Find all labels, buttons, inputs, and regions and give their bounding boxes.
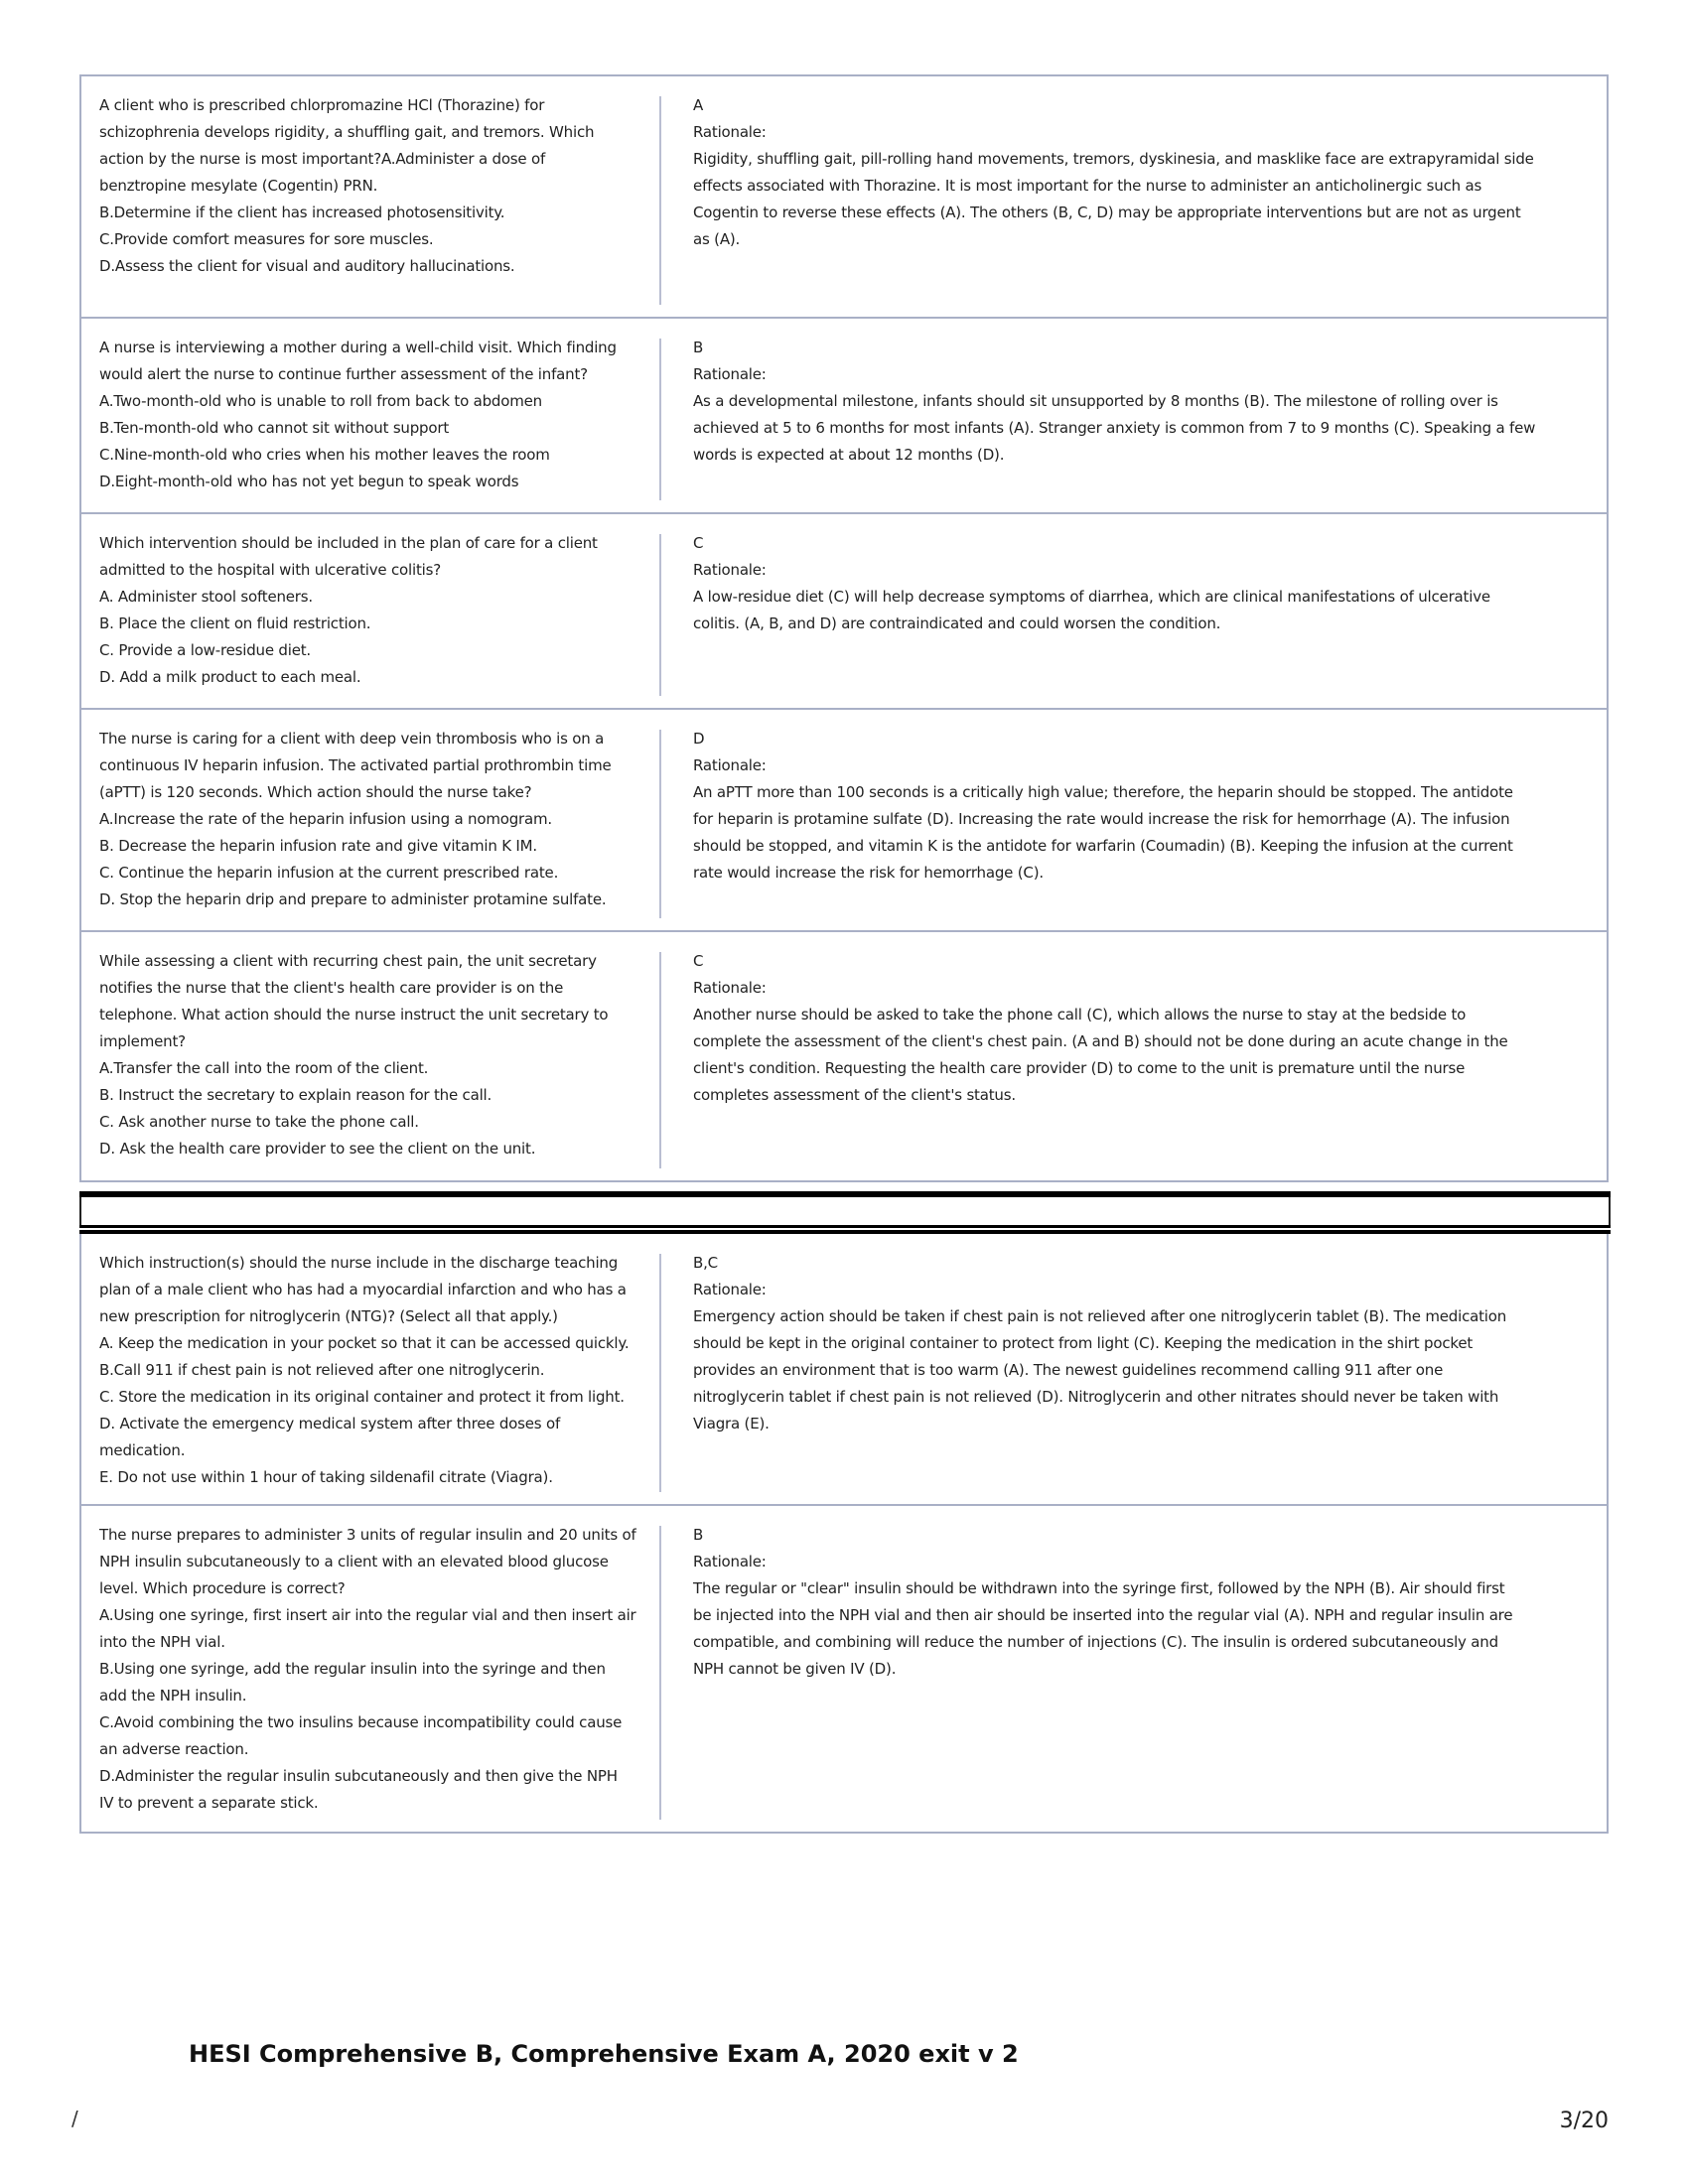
rationale-line: Viagra (E). (693, 1415, 770, 1433)
rationale-line: Cogentin to reverse these effects (A). The others (B, C, D) may be appropriate interventions but are not as urgent (693, 204, 1521, 221)
question-line: admitted to the hospital with ulcerative colitis? (99, 561, 441, 579)
rationale-line: should be stopped, and vitamin K is the antidote for warfarin (Coumadin) (B). Keeping the infusion at the current (693, 837, 1513, 855)
answer-cell (659, 710, 1607, 930)
option-a: A.Two-month-old who is unable to roll from back to abdomen (99, 392, 542, 410)
question-cell (81, 514, 659, 708)
correct-answer: C (693, 952, 704, 970)
rationale-line: completes assessment of the client's status. (693, 1086, 1016, 1104)
correct-answer: D (693, 730, 705, 748)
rationale-line: should be kept in the original container to protect from light (C). Keeping the medication in the shirt pocket (693, 1334, 1474, 1352)
question-line: telephone. What action should the nurse instruct the unit secretary to (99, 1006, 609, 1024)
correct-answer: A (693, 96, 704, 114)
qa-row (81, 76, 1607, 319)
qa-row (81, 932, 1607, 1180)
question-cell (81, 932, 659, 1180)
table-separator (79, 1191, 1611, 1235)
answer-cell (659, 76, 1607, 317)
option-a: A.Using one syringe, first insert air into the regular vial and then insert air (99, 1606, 636, 1624)
question-cell (81, 319, 659, 512)
rationale-line: Another nurse should be asked to take the phone call (C), which allows the nurse to stay at the bedside to (693, 1006, 1467, 1024)
qa-table-top (79, 74, 1609, 1182)
rationale-line: Rigidity, shuffling gait, pill-rolling hand movements, tremors, dyskinesia, and masklike face are extrapyramidal side (693, 150, 1534, 168)
option-b: B.Ten-month-old who cannot sit without support (99, 419, 450, 437)
rationale-label: Rationale: (693, 756, 767, 774)
qa-row (81, 514, 1607, 710)
option-c: C. Ask another nurse to take the phone call. (99, 1113, 419, 1131)
option-a: A.Transfer the call into the room of the client. (99, 1059, 429, 1077)
question-line: (aPTT) is 120 seconds. Which action should the nurse take? (99, 783, 532, 801)
question-cell (81, 1506, 659, 1832)
rationale-line: colitis. (A, B, and D) are contraindicated and could worsen the condition. (693, 614, 1221, 632)
rationale-line: complete the assessment of the client's chest pain. (A and B) should not be done during an acute change in the (693, 1032, 1508, 1050)
option-b-cont: add the NPH insulin. (99, 1687, 247, 1705)
option-b: B. Instruct the secretary to explain reason for the call. (99, 1086, 492, 1104)
option-b: B.Using one syringe, add the regular insulin into the syringe and then (99, 1660, 606, 1678)
rationale-label: Rationale: (693, 561, 767, 579)
rationale-label: Rationale: (693, 123, 767, 141)
question-cell (81, 710, 659, 930)
option-d: D.Administer the regular insulin subcutaneously and then give the NPH (99, 1767, 618, 1785)
answer-cell (659, 1234, 1607, 1504)
rationale-label: Rationale: (693, 1553, 767, 1570)
option-a: A. Administer stool softeners. (99, 588, 313, 606)
question-line: NPH insulin subcutaneously to a client with an elevated blood glucose (99, 1553, 609, 1570)
rationale-label: Rationale: (693, 979, 767, 997)
option-a: A. Keep the medication in your pocket so that it can be accessed quickly. (99, 1334, 630, 1352)
document-title: HESI Comprehensive B, Comprehensive Exam A, 2020 exit v 2 (189, 2040, 1019, 2068)
question-line: would alert the nurse to continue further assessment of the infant? (99, 365, 588, 383)
correct-answer: C (693, 534, 704, 552)
question-line: The nurse is caring for a client with deep vein thrombosis who is on a (99, 730, 605, 748)
option-c: C. Continue the heparin infusion at the current prescribed rate. (99, 864, 559, 882)
option-c: C.Nine-month-old who cries when his mother leaves the room (99, 446, 550, 464)
question-line: A nurse is interviewing a mother during a well-child visit. Which finding (99, 339, 617, 356)
option-d: D. Stop the heparin drip and prepare to administer protamine sulfate. (99, 890, 607, 908)
rationale-line: nitroglycerin tablet if chest pain is not relieved (D). Nitroglycerin and other nitrates should never be taken with (693, 1388, 1499, 1406)
rationale-line: The regular or "clear" insulin should be withdrawn into the syringe first, followed by the NPH (B). Air should first (693, 1579, 1505, 1597)
correct-answer: B,C (693, 1254, 718, 1272)
rationale-label: Rationale: (693, 1281, 767, 1298)
option-b: B. Decrease the heparin infusion rate and give vitamin K IM. (99, 837, 537, 855)
answer-cell (659, 932, 1607, 1180)
rationale-line: be injected into the NPH vial and then air should be inserted into the regular vial (A). NPH and regular insulin are (693, 1606, 1513, 1624)
option-b: B.Call 911 if chest pain is not relieved after one nitroglycerin. (99, 1361, 545, 1379)
rationale-line: Emergency action should be taken if chest pain is not relieved after one nitroglycerin tablet (B). The medication (693, 1307, 1507, 1325)
option-d: D. Add a milk product to each meal. (99, 668, 361, 686)
qa-table-bottom (79, 1234, 1609, 1834)
question-line: implement? (99, 1032, 186, 1050)
option-d-cont: medication. (99, 1441, 186, 1459)
question-cell (81, 76, 659, 317)
separator-bar-mid (79, 1225, 1611, 1228)
rationale-line: NPH cannot be given IV (D). (693, 1660, 897, 1678)
correct-answer: B (693, 1526, 704, 1544)
qa-row (81, 319, 1607, 514)
rationale-label: Rationale: (693, 365, 767, 383)
answer-cell (659, 1506, 1607, 1832)
rationale-line: rate would increase the risk for hemorrhage (C). (693, 864, 1044, 882)
rationale-line: words is expected at about 12 months (D). (693, 446, 1005, 464)
option-c: C.Avoid combining the two insulins because incompatibility could cause (99, 1713, 623, 1731)
option-d: D. Activate the emergency medical system after three doses of (99, 1415, 561, 1433)
option-c: C.Provide comfort measures for sore muscles. (99, 230, 434, 248)
question-cell (81, 1234, 659, 1504)
qa-row (81, 1234, 1607, 1506)
rationale-line: as (A). (693, 230, 741, 248)
question-line: A client who is prescribed chlorpromazine HCl (Thorazine) for (99, 96, 545, 114)
answer-cell (659, 514, 1607, 708)
qa-row (81, 710, 1607, 932)
rationale-line: provides an environment that is too warm (A). The newest guidelines recommend calling 911 after one (693, 1361, 1444, 1379)
question-line: new prescription for nitroglycerin (NTG)? (Select all that apply.) (99, 1307, 558, 1325)
qa-row (81, 1506, 1607, 1832)
question-line: While assessing a client with recurring chest pain, the unit secretary (99, 952, 597, 970)
separator-empty-box (79, 1197, 1611, 1225)
page-number: 3/20 (1559, 2109, 1609, 2133)
answer-cell (659, 319, 1607, 512)
option-d: D. Ask the health care provider to see the client on the unit. (99, 1140, 536, 1158)
option-b: B. Place the client on fluid restriction. (99, 614, 371, 632)
rationale-line: compatible, and combining will reduce the number of injections (C). The insulin is ordered subcutaneously and (693, 1633, 1498, 1651)
rationale-line: As a developmental milestone, infants should sit unsupported by 8 months (B). The milestone of rolling over is (693, 392, 1498, 410)
question-line: Which intervention should be included in the plan of care for a client (99, 534, 598, 552)
option-c: C. Store the medication in its original container and protect it from light. (99, 1388, 625, 1406)
rationale-line: client's condition. Requesting the health care provider (D) to come to the unit is premature until the nurse (693, 1059, 1466, 1077)
question-line: level. Which procedure is correct? (99, 1579, 346, 1597)
rationale-line: achieved at 5 to 6 months for most infants (A). Stranger anxiety is common from 7 to 9 months (C). Speaking a few (693, 419, 1536, 437)
option-b: B.Determine if the client has increased photosensitivity. (99, 204, 505, 221)
rationale-line: An aPTT more than 100 seconds is a critically high value; therefore, the heparin should be stopped. The antidote (693, 783, 1513, 801)
rationale-line: for heparin is protamine sulfate (D). Increasing the rate would increase the risk for hemorrhage (A). The infusion (693, 810, 1510, 828)
question-line: The nurse prepares to administer 3 units of regular insulin and 20 units of (99, 1526, 636, 1544)
question-line: continuous IV heparin infusion. The activated partial prothrombin time (99, 756, 612, 774)
question-line: Which instruction(s) should the nurse include in the discharge teaching (99, 1254, 619, 1272)
question-line: schizophrenia develops rigidity, a shuffling gait, and tremors. Which (99, 123, 595, 141)
option-a: A.Increase the rate of the heparin infusion using a nomogram. (99, 810, 552, 828)
option-a-cont: into the NPH vial. (99, 1633, 225, 1651)
question-line: plan of a male client who has had a myocardial infarction and who has a (99, 1281, 627, 1298)
option-e: E. Do not use within 1 hour of taking sildenafil citrate (Viagra). (99, 1468, 553, 1486)
question-line: action by the nurse is most important?A.Administer a dose of (99, 150, 546, 168)
option-c-cont: an adverse reaction. (99, 1740, 249, 1758)
correct-answer: B (693, 339, 704, 356)
rationale-line: effects associated with Thorazine. It is most important for the nurse to administer an anticholinergic such as (693, 177, 1482, 195)
option-d: D.Eight-month-old who has not yet begun to speak words (99, 473, 519, 490)
question-line: benztropine mesylate (Cogentin) PRN. (99, 177, 378, 195)
option-c: C. Provide a low-residue diet. (99, 641, 311, 659)
option-d: D.Assess the client for visual and auditory hallucinations. (99, 257, 515, 275)
question-line: notifies the nurse that the client's health care provider is on the (99, 979, 564, 997)
rationale-line: A low-residue diet (C) will help decrease symptoms of diarrhea, which are clinical manifestations of ulcerative (693, 588, 1490, 606)
footer-left-mark: / (71, 2107, 78, 2130)
option-d-cont: IV to prevent a separate stick. (99, 1794, 319, 1812)
